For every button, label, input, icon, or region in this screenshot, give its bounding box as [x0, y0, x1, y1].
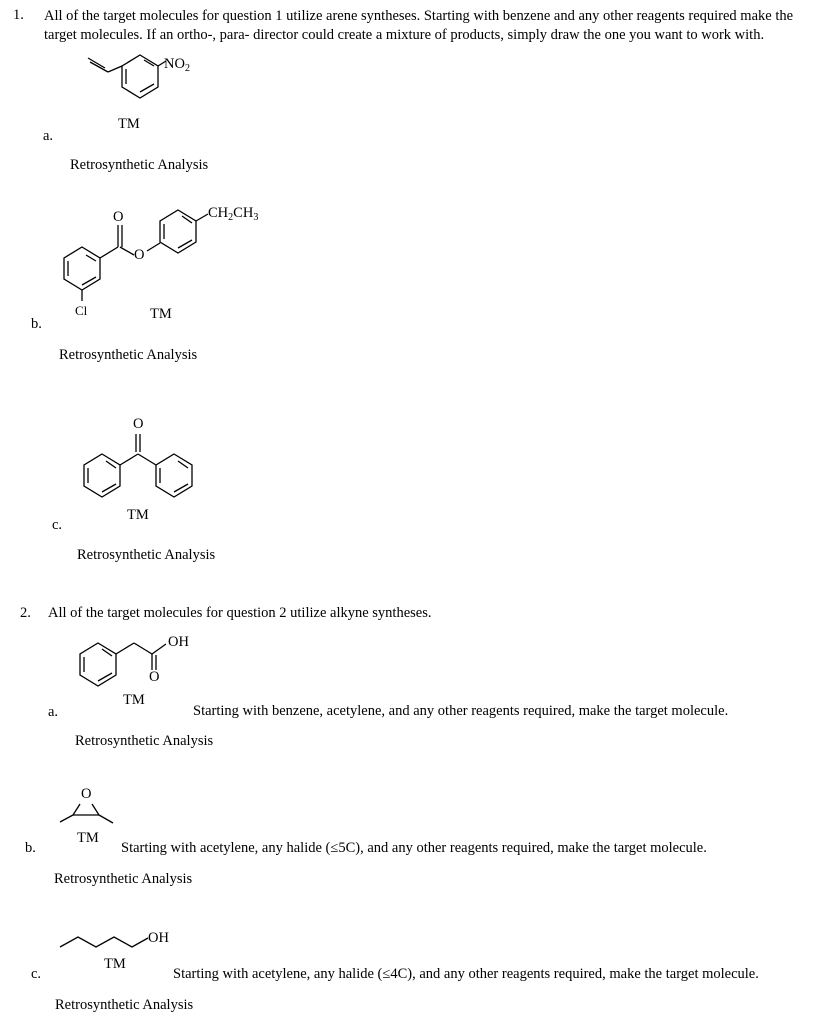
q2b-tm-label: TM — [77, 830, 99, 846]
q1a-nitro-label: $NO_2$ — [164, 56, 190, 74]
q2a-oh-label: OH — [168, 634, 189, 650]
q2c-letter: c. — [31, 966, 42, 982]
q2a-molecule — [70, 628, 210, 693]
q2b-letter: b. — [25, 840, 36, 856]
q2c-retrosynthetic-label: Retrosynthetic Analysis — [55, 997, 194, 1013]
q1c-carbonyl-o: O — [133, 416, 144, 432]
question-1-text — [44, 7, 793, 45]
q2b-retrosynthetic-label: Retrosynthetic Analysis — [54, 871, 193, 887]
q1c-benzene-ring-right — [156, 454, 192, 497]
q1b-carbonyl-o: O — [113, 209, 124, 225]
q1b-ester-o: O — [134, 247, 145, 263]
question-1-line-1: All of the target molecules for question 1 utilize arene syntheses. Starting with benzene and any other reagents required make the — [44, 8, 794, 24]
q1b-letter: b. — [31, 316, 42, 332]
q2a-retrosynthetic-label: Retrosynthetic Analysis — [75, 733, 214, 749]
q1b-benzene-ring-right — [160, 210, 196, 253]
q1c-benzene-ring-left — [84, 454, 120, 497]
q1c-letter: c. — [52, 517, 63, 533]
q2a-benzene-ring — [80, 643, 116, 686]
q1b-benzene-ring-left — [64, 247, 100, 290]
question-2-number: 2. — [20, 605, 31, 621]
q2c-carbon-chain — [60, 937, 148, 947]
q1b-ethyl-label: $CH_2CH_3$ — [208, 205, 259, 223]
q2a-instruction: Starting with benzene, acetylene, and any other reagents required, make the target molecule. — [193, 703, 729, 719]
question-1-line-2: target molecules. If an ortho-, para- director could create a mixture of products, simply draw the one you want to work with. — [44, 27, 765, 43]
q2a-carbonyl-o: O — [149, 669, 160, 685]
q1b-ethyl-bond — [196, 214, 208, 221]
q1b-retrosynthetic-label: Retrosynthetic Analysis — [59, 347, 198, 363]
q2c-instruction: Starting with acetylene, any halide (≤4C), and any other reagents required, make the target molecule. — [173, 966, 759, 982]
q2a-letter: a. — [48, 704, 59, 720]
q2b-instruction: Starting with acetylene, any halide (≤5C), and any other reagents required, make the target molecule. — [121, 840, 707, 856]
q2b-epoxide-o: O — [81, 786, 92, 802]
q1c-tm-label: TM — [127, 507, 149, 523]
q1c-molecule-ketone — [70, 410, 210, 500]
q1b-tm-label: TM — [150, 306, 172, 322]
q1c-retrosynthetic-label: Retrosynthetic Analysis — [77, 547, 216, 563]
question-1-number: 1. — [13, 7, 24, 23]
q1a-tm-label: TM — [118, 116, 140, 132]
q1a-retrosynthetic-label: Retrosynthetic Analysis — [70, 157, 209, 173]
q2b-molecule-epoxide — [55, 782, 135, 832]
q2a-tm-label: TM — [123, 692, 145, 708]
q1a-letter: a. — [43, 128, 54, 144]
q1a-vinyl-bond — [108, 66, 122, 72]
q1a-molecule-nitrostyrene — [60, 50, 220, 110]
q1b-molecule-ester — [50, 195, 290, 320]
q2c-oh-label: OH — [148, 930, 169, 946]
q2c-tm-label: TM — [104, 956, 126, 972]
q1b-cl-label: Cl — [75, 303, 88, 318]
question-2-text: All of the target molecules for question 2 utilize alkyne syntheses. — [48, 605, 432, 621]
